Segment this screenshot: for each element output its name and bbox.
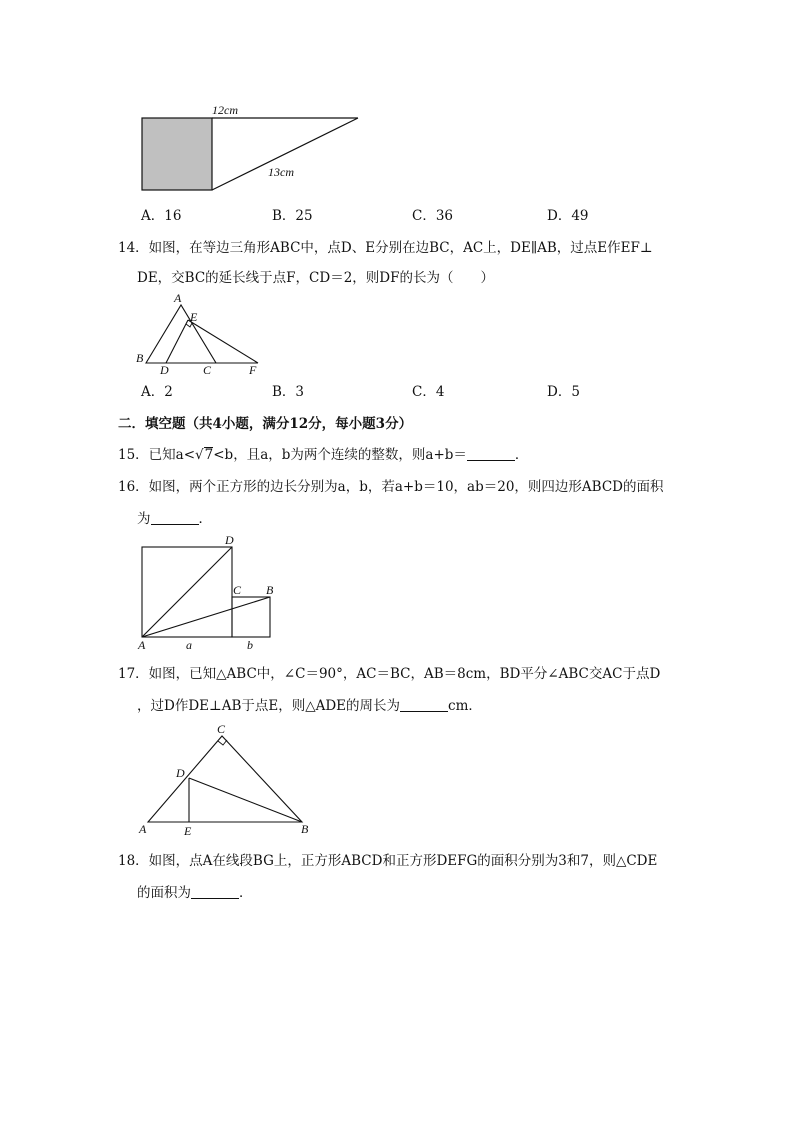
label-D: D	[176, 766, 185, 780]
q17-end: cm．	[448, 698, 482, 714]
q15-suffix: <b，且a，b为两个连续的整数，则a+b＝	[213, 447, 467, 463]
label-D: D	[160, 363, 169, 377]
q13-option-b: B．25	[272, 208, 313, 224]
q18-text-line1: 18．如图，点A在线段BG上，正方形ABCD和正方形DEFG的面积分别为3和7，则△CDE	[118, 853, 658, 869]
figure-q16	[136, 535, 286, 655]
answer-blank	[151, 510, 199, 525]
label-13cm: 13cm	[268, 165, 294, 179]
q16-prefix: 为	[137, 511, 151, 527]
q14-option-a: A．2	[141, 384, 173, 400]
answer-blank	[467, 446, 515, 461]
figure-q13	[138, 100, 368, 195]
q14-option-c: C．4	[412, 384, 445, 400]
q17-text-line2	[137, 696, 482, 716]
q14-text-line1: 14．如图，在等边三角形ABC中，点D、E分别在边BC，AC上，DE∥AB，过点E作EF⊥	[118, 240, 653, 256]
q14-option-b: B．3	[272, 384, 305, 400]
sqrt-sign: √	[195, 447, 204, 463]
label-E: E	[190, 310, 198, 324]
q17-prefix: ，过D作DE⊥AB于点E，则△ADE的周长为	[137, 698, 401, 714]
answer-blank	[191, 884, 239, 899]
label-B: B	[301, 822, 309, 836]
label-B: B	[136, 351, 144, 365]
q13-option-c: C．36	[412, 208, 454, 224]
q18-prefix: 的面积为	[137, 885, 191, 901]
label-b: b	[247, 638, 253, 652]
q14-text-line2: DE，交BC的延长线于点F，CD＝2，则DF的长为（ ）	[137, 270, 494, 286]
answer-blank	[400, 697, 448, 712]
label-C: C	[217, 722, 226, 736]
shaded-square	[142, 118, 212, 190]
figure-q14	[136, 290, 266, 375]
label-E: E	[184, 824, 192, 838]
q13-option-a: A．16	[141, 208, 182, 224]
label-A: A	[174, 291, 182, 305]
label-12cm: 12cm	[212, 103, 238, 117]
q15-text	[118, 445, 528, 465]
q13-option-d: D．49	[547, 208, 589, 224]
q18-text-line2	[137, 883, 253, 903]
label-C: C	[233, 583, 242, 597]
radicand: 7	[204, 447, 214, 463]
label-a: a	[186, 638, 192, 652]
figure-q17	[136, 720, 316, 840]
q15-prefix: 15．已知a<	[118, 447, 196, 463]
label-A: A	[138, 638, 146, 652]
label-F: F	[249, 363, 257, 377]
q14-option-d: D．5	[547, 384, 580, 400]
label-A: A	[139, 822, 147, 836]
section-heading: 二．填空题（共4小题，满分12分，每小题3分）	[118, 416, 413, 432]
q15-end: ．	[514, 447, 529, 463]
q18-end: ．	[239, 885, 253, 901]
q16-end: ．	[198, 511, 212, 527]
q17-text-line1: 17．如图，已知△ABC中，∠C＝90°，AC＝BC，AB＝8cm，BD平分∠ABC交AC于点D	[118, 666, 661, 682]
label-C: C	[203, 363, 212, 377]
q16-text-line1: 16．如图，两个正方形的边长分别为a，b，若a+b＝10，ab＝20，则四边形ABCD的面积	[118, 479, 664, 495]
q16-text-line2	[137, 509, 212, 529]
label-B: B	[266, 583, 274, 597]
label-D: D	[225, 533, 234, 547]
